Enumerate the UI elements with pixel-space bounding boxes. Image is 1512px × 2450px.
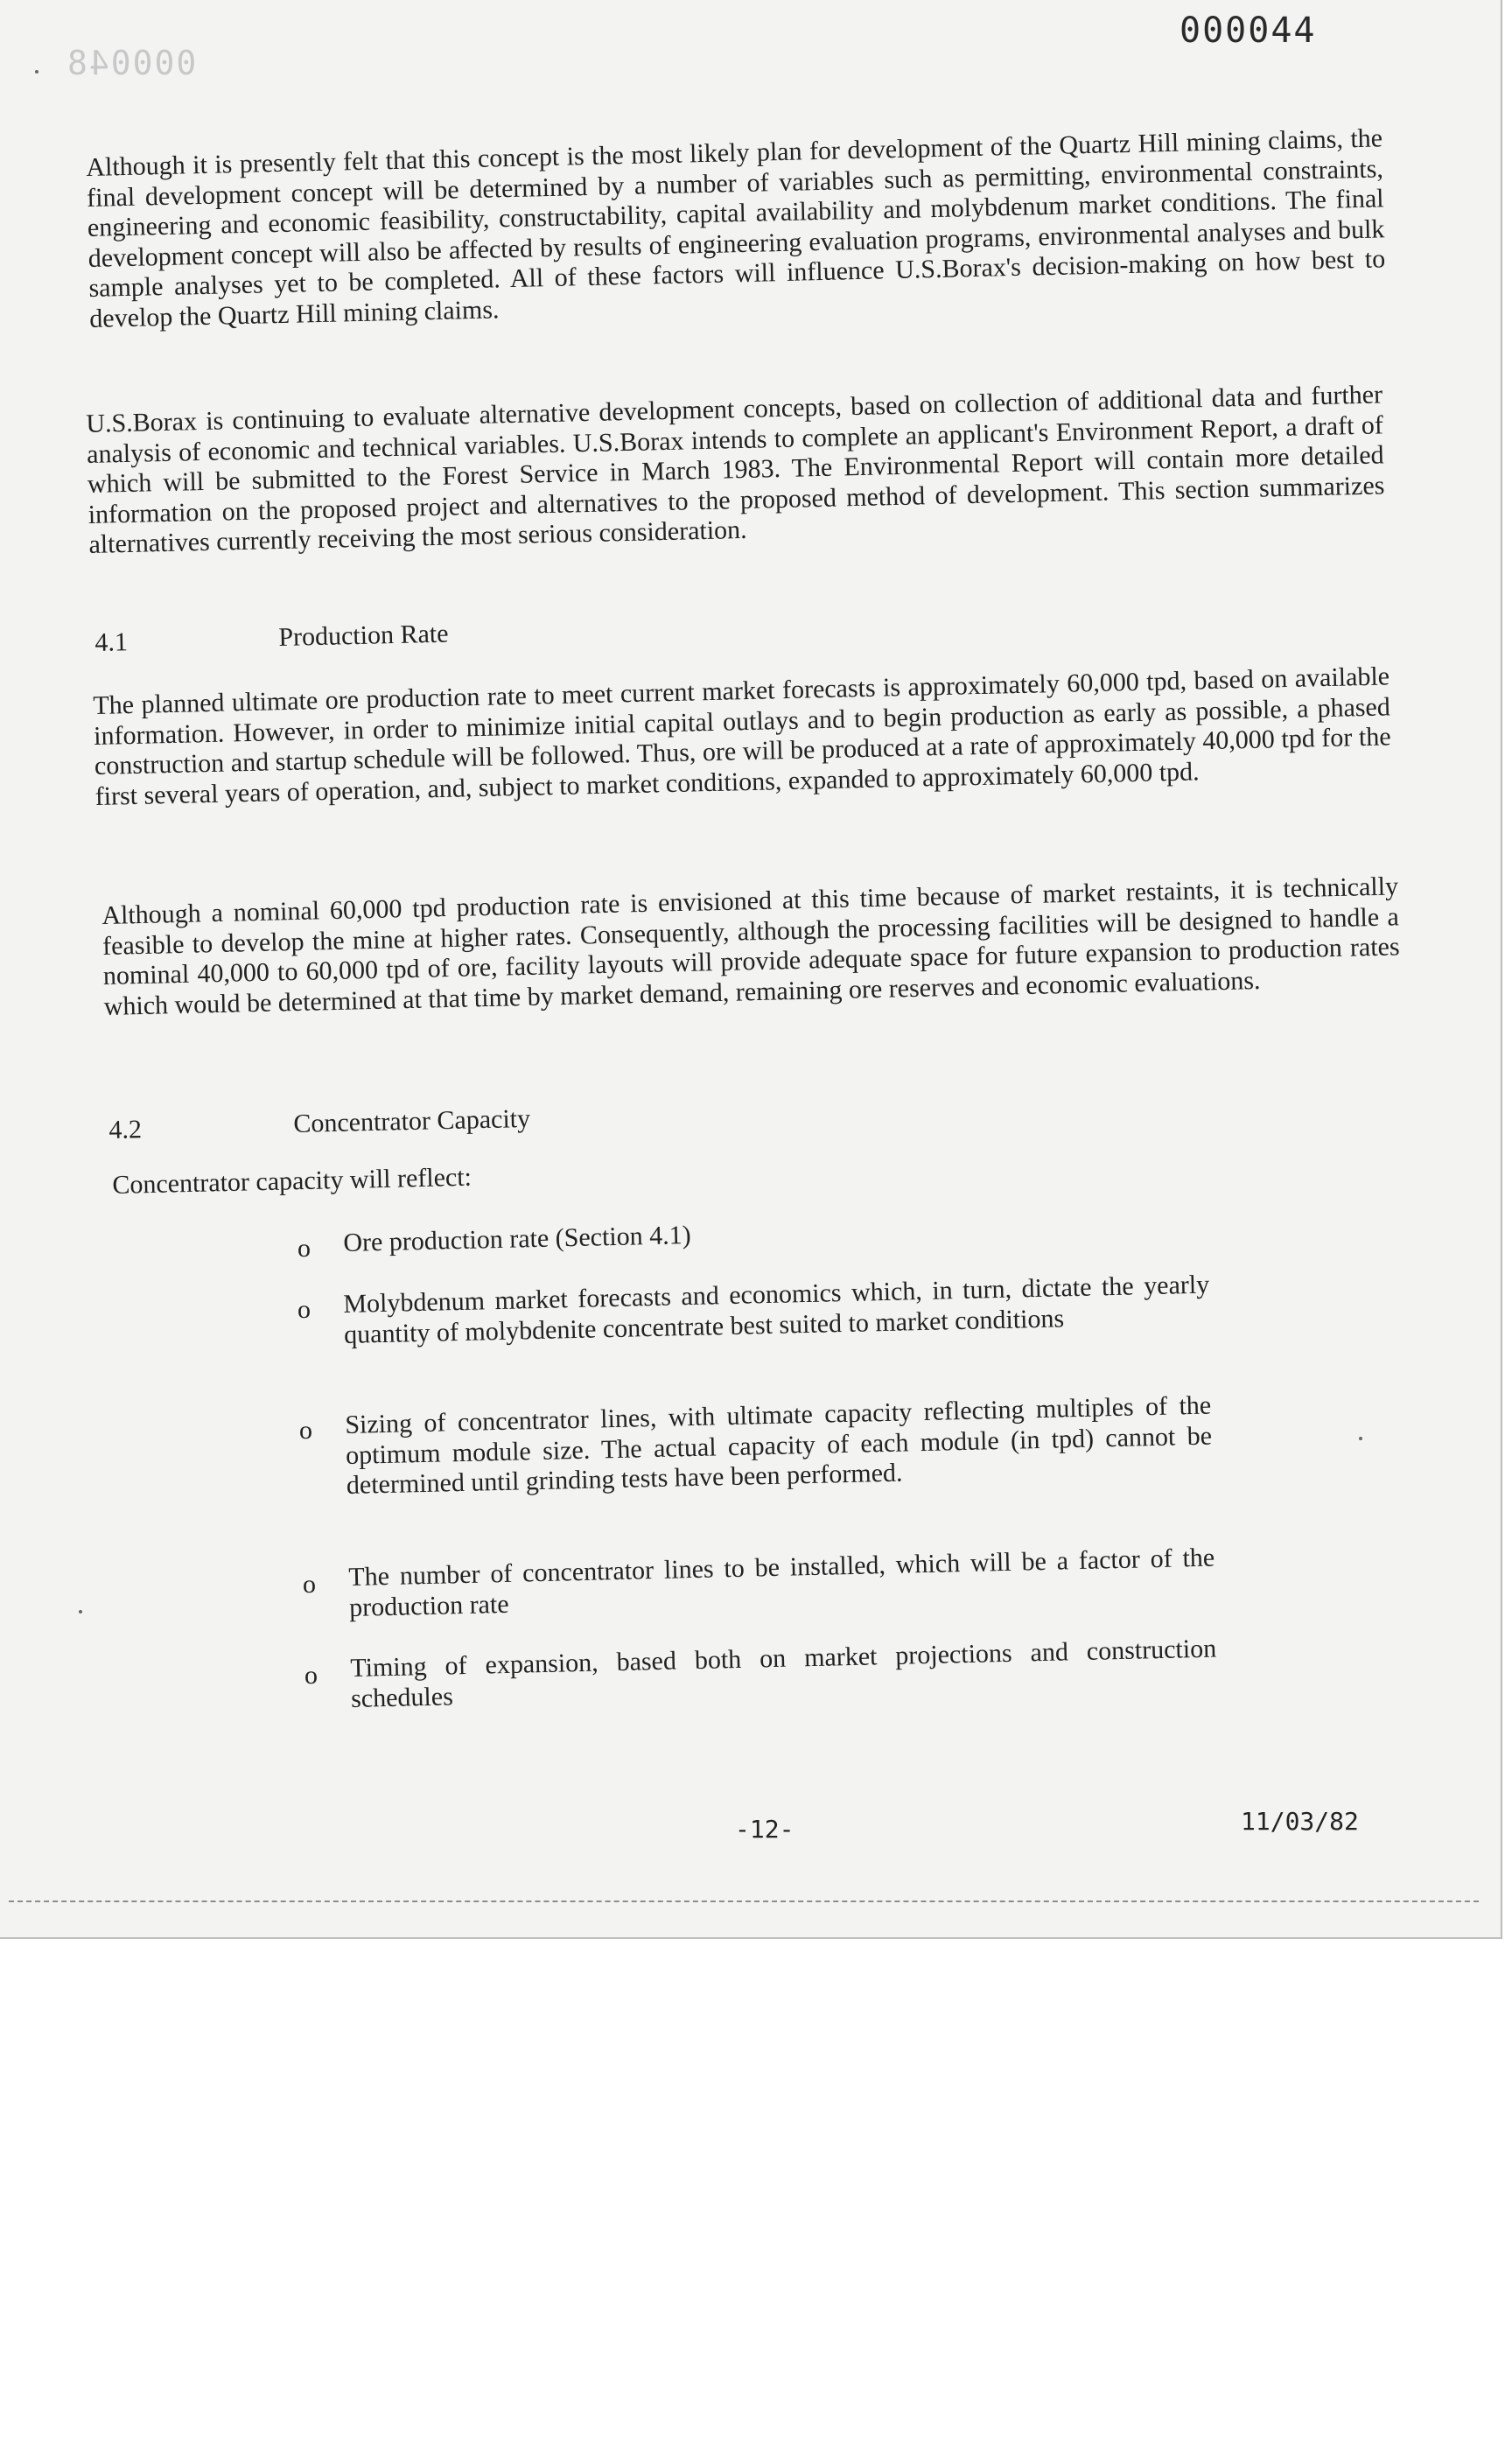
intro-paragraph-2: U.S.Borax is continuing to evaluate alternative development concepts, based on collection of additional data and further analysis of economic and technical variables. U.S.Borax intends to complete an applicant's Environment Report, a draft of which will be submitted to the Forest Service in March 1983. The Environmental Report will contain more detailed information on the proposed project and alternatives to the proposed method of development. This section summarizes alternatives currently receiving the most serious consideration. [86, 380, 1385, 559]
bullet-marker: o [299, 1416, 312, 1445]
section-4-2-intro: Concentrator capacity will reflect: [112, 1162, 472, 1200]
section-4-2-title: Concentrator Capacity [293, 1103, 531, 1138]
bleed-through-number: 000048 [66, 44, 197, 82]
bullet-marker: o [298, 1234, 311, 1263]
page-bottom-edge [9, 1900, 1479, 1902]
scan-speck [1359, 1437, 1362, 1440]
bullet-marker: o [298, 1295, 311, 1324]
section-4-2-number: 4.2 [108, 1115, 143, 1144]
bullet-text: Sizing of concentrator lines, with ultimate capacity reflecting multiples of the optimum module size. The actual capacity of each module (in tpd) cannot be determined until grinding tests have been performed. [345, 1390, 1213, 1500]
bullet-text: Timing of expansion, based both on market projections and construction schedules [350, 1634, 1217, 1713]
document-number: 000044 [1180, 10, 1317, 51]
document-date: 11/03/82 [1241, 1807, 1359, 1836]
section-4-1-number: 4.1 [94, 627, 129, 657]
page-number: -12- [735, 1815, 794, 1844]
section-4-1-paragraph-1: The planned ultimate ore production rate to meet current market forecasts is approximately 60,000 tpd, based on available information. However, in order to minimize initial capital outlays and to begin production as early as possible, a phased construction and startup schedule will be followed. Thus, ore will be produced at a rate of approximately 40,000 tpd for the first several years of operation, and, subject to market conditions, expanded to approximately 60,000 tpd. [93, 662, 1391, 811]
bullet-marker: o [303, 1570, 316, 1599]
bullet-marker: o [304, 1661, 318, 1690]
bullet-text: Molybdenum market forecasts and economics which, in turn, dictate the yearly quantity of molybdenite concentrate best suited to market conditions [343, 1270, 1210, 1349]
intro-paragraph-1: Although it is presently felt that this concept is the most likely plan for development of the Quartz Hill mining claims, the final development concept will be determined by a number of variables such as permitting, environmental constraints, engineering and economic feasibility, constructability, capital availability and molybdenum market conditions. The final development concept will also be affected by results of engineering evaluation programs, environmental analyses and bulk sample analyses yet to be completed. All of these factors will influence U.S.Borax's decision-making on how best to develop the Quartz Hill mining claims. [86, 123, 1386, 333]
section-4-1-paragraph-2: Although a nominal 60,000 tpd production rate is envisioned at this time because of market restaints, it is technically feasible to develop the mine at higher rates. Consequently, although the processing facilities will be designed to handle a nominal 40,000 to 60,000 tpd of ore, facility layouts will provide adequate space for future expansion to production rates which would be determined at that time by market demand, remaining ore reserves and economic evaluations. [102, 872, 1400, 1021]
scan-speck [79, 1610, 82, 1614]
section-4-1-title: Production Rate [278, 619, 449, 652]
scan-speck [35, 70, 38, 74]
bullet-text: Ore production rate (Section 4.1) [343, 1220, 692, 1257]
bullet-text: The number of concentrator lines to be installed, which will be a factor of the production rate [348, 1543, 1215, 1622]
